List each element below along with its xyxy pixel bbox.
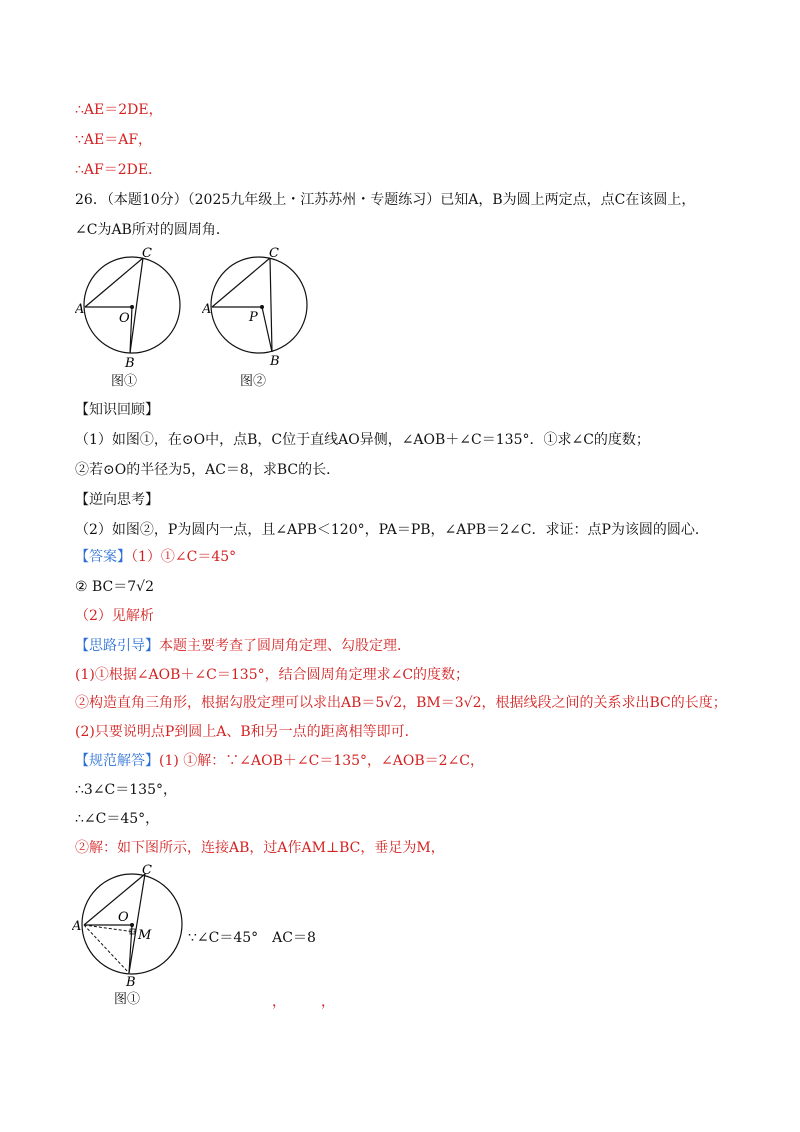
- answer-tag: 【答案】: [75, 549, 131, 565]
- line-af: ∴AF＝2DE．: [75, 162, 163, 178]
- fig2-label-p: P: [249, 310, 258, 325]
- reverse-part-2: （2）如图②，P为圆内一点，且∠APB＜120°，PA＝PB，∠APB＝2∠C．求证：点P为该圆的圆心．: [75, 522, 709, 538]
- solution-line-3: ∴∠C＝45°，: [75, 811, 160, 827]
- fig1-label-a: A: [75, 302, 85, 317]
- solution-1: (1) ①解：∵∠AOB＋∠C＝135°，∠AOB＝2∠C，: [159, 753, 485, 769]
- fig2-label-a: A: [202, 302, 212, 317]
- fig1-label-o: O: [119, 311, 130, 326]
- guide-text: 本题主要考查了圆周角定理、勾股定理．: [159, 638, 411, 654]
- line-ae: ∴AE＝2DE，: [75, 102, 163, 118]
- solution-line-1: [75, 751, 484, 771]
- question-26-line2: ∠C为AB所对的圆周角．: [75, 222, 230, 238]
- fig3-label-o: O: [118, 910, 129, 925]
- figure-2-caption: 图②: [240, 374, 267, 389]
- fig2-label-b: B: [270, 354, 280, 369]
- figure-1-caption: 图①: [111, 374, 138, 389]
- fig1-label-c: C: [142, 246, 152, 261]
- solution-tag: 【规范解答】: [75, 753, 159, 769]
- fig3-label-c: C: [142, 863, 152, 878]
- knowledge-part-1: （1）如图①，在⊙O中，点B，C位于直线AO异侧，∠AOB＋∠C＝135°．①求∠C的度数；: [75, 432, 650, 448]
- solution-line-4: ②解：如下图所示，连接AB，过A作AM⊥BC，垂足为M，: [75, 840, 445, 856]
- question-26-line1: 26．（本题10分）（2025九年级上・江苏苏州・专题练习）已知A，B为圆上两定点，点C在该圆上，: [75, 192, 696, 208]
- fig1-label-b: B: [125, 356, 135, 370]
- guide-step-1: (1)①根据∠AOB＋∠C＝135°，结合圆周角定理求∠C的度数；: [75, 667, 470, 683]
- guide-step-2: ②构造直角三角形，根据勾股定理可以求出AB＝5√2，BM＝3√2，根据线段之间的关系求出BC的长度；: [75, 695, 727, 711]
- figure-3-circle: [72, 862, 190, 987]
- figure-1-circle: [75, 245, 190, 370]
- reverse-thinking-heading: 【逆向思考】: [75, 492, 159, 508]
- guide-step-3: (2)只要说明点P到圆上A、B和另一点的距离相等即可．: [75, 724, 419, 740]
- knowledge-part-2: ②若⊙O的半径为5，AC＝8，求BC的长．: [75, 462, 341, 478]
- answer-line-1: [75, 547, 236, 567]
- solution-line-5: ∵∠C＝45° AC＝8: [188, 930, 316, 946]
- answer-line-3: （2）见解析: [75, 608, 154, 624]
- solution-line-2: ∴3∠C＝135°，: [75, 782, 177, 798]
- fig3-label-a: A: [72, 919, 82, 934]
- fig3-label-m: M: [138, 928, 152, 943]
- fig3-label-b: B: [126, 975, 136, 987]
- answer-1: （1）①∠C＝45°: [131, 549, 237, 565]
- answer-line-2: ② BC＝7√2: [75, 579, 154, 595]
- figure-3-caption: 图①: [114, 992, 141, 1007]
- figure-2-circle: [202, 245, 317, 370]
- fig2-label-c: C: [269, 246, 279, 261]
- guide-line: [75, 636, 411, 656]
- solution-commas: ， ，: [272, 994, 335, 1010]
- line-ae-af: ∵AE＝AF，: [75, 132, 153, 148]
- knowledge-review-heading: 【知识回顾】: [75, 402, 159, 418]
- guide-tag: 【思路引导】: [75, 638, 159, 654]
